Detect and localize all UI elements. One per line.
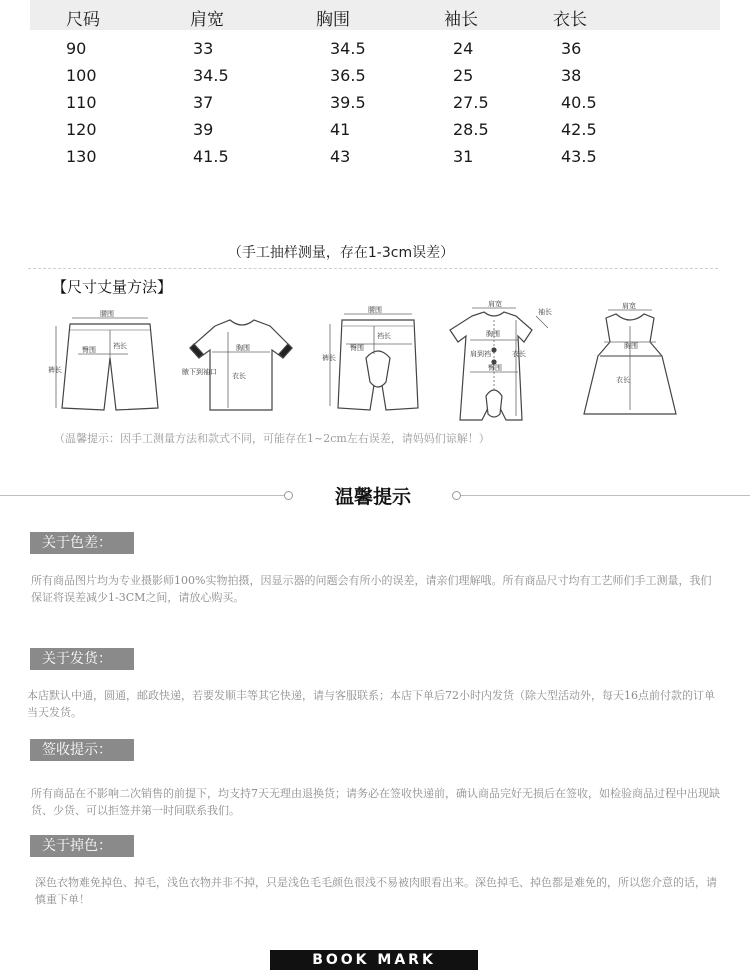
measure-tip: （温馨提示：因手工测量方法和款式不同，可能存在1~2cm左右误差，请妈妈们谅解！） [54,432,490,445]
size-table-header [30,0,720,30]
shorts-waist-label: 腰围 [100,310,114,318]
table-cell: 33 [193,39,214,58]
measure-note: （手工抽样测量，存在1-3cm误差） [227,245,455,261]
table-cell: 120 [66,120,97,139]
table-row [0,147,750,174]
romper-length-label: 衣长 [512,350,526,358]
tshirt-diagram [182,320,292,410]
table-cell: 36 [561,39,582,58]
header-chest: 胸围 [316,10,350,30]
pants-hip-label: 臀围 [350,344,364,352]
table-cell: 36.5 [330,66,366,85]
table-cell: 90 [66,39,87,58]
romper-crotch-label: 肩到裆 [470,350,491,358]
table-cell: 37 [193,93,214,112]
table-cell: 24 [453,39,474,58]
table-cell: 130 [66,147,97,166]
romper-hip-label: 臀围 [488,364,502,372]
header-size: 尺码 [66,10,100,30]
dress-shoulder-label: 肩宽 [622,302,636,310]
table-cell: 34.5 [330,39,366,58]
table-cell: 31 [453,147,474,166]
table-row [0,93,750,120]
pants-waist-label: 腰围 [368,306,382,314]
garment-diagrams [0,296,750,426]
table-cell: 43 [330,147,351,166]
table-cell: 39.5 [330,93,366,112]
table-cell: 41.5 [193,147,229,166]
table-cell: 38 [561,66,582,85]
table-row [0,39,750,66]
header-shoulder: 肩宽 [190,10,224,30]
romper-chest-label: 胸围 [486,330,500,338]
section-label-fading: 关于掉色： [30,835,134,857]
tshirt-length-label: 衣长 [232,372,246,380]
divider-dot-right [452,491,461,500]
pants-diagram [322,305,418,410]
section-text-receipt: 所有商品在不影响二次销售的前提下，均支持7天无理由退换货；请务必在签收快递前，确认商品完好无损后在签收，如检验商品过程中出现缺货、少货、可以拒签并第一时间联系我们。 [31,787,720,817]
section-label-receipt: 签收提示： [30,739,134,761]
section-text-color: 所有商品图片均为专业摄影师100%实物拍摄，因显示器的问题会有所小的误差，请亲们理解哦。所有商品尺寸均有工艺师们手工测量，我们保证将误差减少1-3CM之间，请放心购买。 [31,574,712,604]
shorts-hip-label: 臀围 [82,346,96,354]
bookmark-text: BOOK MARK [312,952,436,968]
shorts-length-label: 裤长 [48,366,62,374]
table-cell: 27.5 [453,93,489,112]
table-cell: 39 [193,120,214,139]
table-row [0,120,750,147]
dotted-divider [28,268,718,269]
tshirt-sleeve-label: 腋下到袖口 [182,368,217,376]
section-label-color: 关于色差： [30,532,134,554]
table-row [0,66,750,93]
section-heading: 温馨提示 [334,486,411,508]
header-sleeve: 袖长 [444,10,478,30]
table-cell: 28.5 [453,120,489,139]
table-cell: 25 [453,66,474,85]
romper-sleeve-label: 袖长 [538,308,552,316]
pants-rise-label: 裆长 [377,332,391,340]
table-cell: 40.5 [561,93,597,112]
header-length: 衣长 [553,10,587,30]
section-text-fading: 深色衣物难免掉色、掉毛，浅色衣物并非不掉，只是浅色毛毛颜色很浅不易被肉眼看出来。深色掉毛、掉色都是难免的，所以您介意的话，请慎重下单！ [35,876,717,906]
section-label-shipping: 关于发货： [30,648,134,670]
table-cell: 41 [330,120,351,139]
romper-diagram [450,299,552,420]
shorts-rise-label: 裆长 [113,342,127,350]
dress-diagram [584,301,676,414]
table-cell: 42.5 [561,120,597,139]
section-text-shipping: 本店默认中通，圆通，邮政快递，若要发顺丰等其它快递，请与客服联系；本店下单后72小时内发货（除大型活动外，每天16点前付款的订单当天发货。 [27,689,715,719]
table-cell: 34.5 [193,66,229,85]
dress-length-label: 衣长 [616,376,630,384]
shorts-diagram [48,309,158,410]
table-cell: 110 [66,93,97,112]
pants-length-label: 裤长 [322,354,336,362]
romper-shoulder-label: 肩宽 [488,300,502,308]
divider-line-right [461,495,750,496]
dress-chest-label: 胸围 [624,342,638,350]
table-cell: 43.5 [561,147,597,166]
tshirt-chest-label: 胸围 [236,344,250,352]
table-cell: 100 [66,66,97,85]
method-title: 【尺寸丈量方法】 [52,278,173,296]
